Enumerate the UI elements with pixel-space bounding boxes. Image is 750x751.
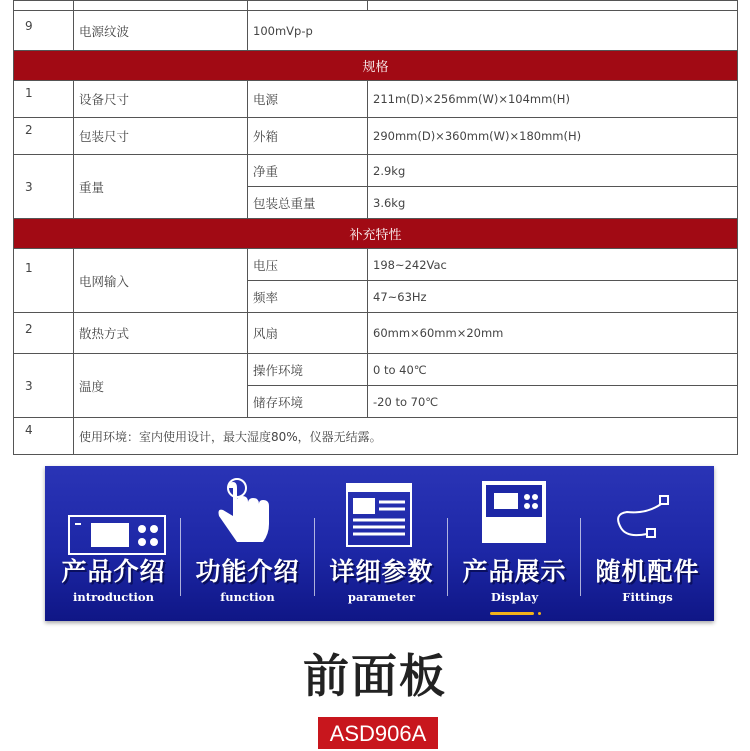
device-icon bbox=[47, 476, 180, 556]
table-row bbox=[14, 81, 738, 118]
nav-item-function[interactable] bbox=[181, 466, 314, 621]
nav-sublabel: parameter bbox=[347, 590, 416, 604]
row-number: 1 bbox=[14, 249, 74, 313]
section-title: 规格 bbox=[14, 51, 738, 81]
row-value: 2.9kg bbox=[368, 155, 738, 187]
nav-sublabel: function bbox=[220, 590, 275, 604]
row-value: 60mm×60mm×20mm bbox=[368, 313, 738, 354]
hand-pointer-icon bbox=[181, 476, 314, 556]
table-row bbox=[14, 118, 738, 155]
spec-table bbox=[13, 0, 738, 455]
row-full-text: 使用环境：室内使用设计，最大湿度80%，仪器无结露。 bbox=[74, 418, 738, 455]
row-number: 1 bbox=[14, 81, 74, 118]
table-row bbox=[14, 11, 738, 51]
table-row bbox=[14, 155, 738, 187]
nav-item-display[interactable] bbox=[448, 466, 581, 621]
row-value: 211m(D)×256mm(W)×104mm(H) bbox=[368, 81, 738, 118]
monitor-icon bbox=[448, 476, 581, 556]
row-sub: 电源 bbox=[248, 81, 368, 118]
row-sub: 频率 bbox=[248, 281, 368, 313]
nav-sublabel: introduction bbox=[73, 590, 154, 604]
nav-item-parameter[interactable] bbox=[315, 466, 448, 621]
row-value: 0 to 40℃ bbox=[368, 354, 738, 386]
section-header-extra bbox=[14, 219, 738, 249]
row-number: 2 bbox=[14, 313, 74, 354]
cable-icon bbox=[581, 476, 714, 556]
row-name: 散热方式 bbox=[74, 313, 248, 354]
nav-item-introduction[interactable] bbox=[47, 466, 180, 621]
row-sub: 风扇 bbox=[248, 313, 368, 354]
active-indicator bbox=[490, 612, 534, 615]
row-name: 电源纹波 bbox=[74, 11, 248, 51]
nav-sublabel: Fittings bbox=[622, 590, 673, 604]
row-value: 198~242Vac bbox=[368, 249, 738, 281]
nav-label: 功能介绍 bbox=[195, 557, 300, 586]
nav-label: 详细参数 bbox=[329, 557, 434, 586]
page-title: 前面板 bbox=[303, 649, 447, 703]
row-sub: 净重 bbox=[248, 155, 368, 187]
row-value: 47~63Hz bbox=[368, 281, 738, 313]
row-number: 2 bbox=[14, 118, 74, 155]
table-row bbox=[14, 418, 738, 455]
row-value: 3.6kg bbox=[368, 187, 738, 219]
section-title: 补充特性 bbox=[14, 219, 738, 249]
active-indicator-dot bbox=[538, 612, 541, 615]
row-name: 包装尺寸 bbox=[74, 118, 248, 155]
nav-banner bbox=[45, 466, 714, 621]
row-name: 电网输入 bbox=[74, 249, 248, 313]
row-sub: 包装总重量 bbox=[248, 187, 368, 219]
document-icon bbox=[315, 476, 448, 556]
table-row-partial bbox=[14, 1, 738, 11]
table-row bbox=[14, 354, 738, 386]
nav-label: 产品展示 bbox=[462, 557, 567, 586]
row-name: 重量 bbox=[74, 155, 248, 219]
model-badge: ASD906A bbox=[318, 717, 438, 749]
row-number: 4 bbox=[14, 418, 74, 455]
row-value: 100mVp-p bbox=[248, 11, 738, 51]
row-value: 290mm(D)×360mm(W)×180mm(H) bbox=[368, 118, 738, 155]
row-sub: 操作环境 bbox=[248, 354, 368, 386]
row-sub: 储存环境 bbox=[248, 386, 368, 418]
row-name: 设备尺寸 bbox=[74, 81, 248, 118]
table-row bbox=[14, 313, 738, 354]
nav-item-fittings[interactable] bbox=[581, 466, 714, 621]
nav-sublabel: Display bbox=[490, 590, 539, 604]
row-name: 温度 bbox=[74, 354, 248, 418]
row-value: -20 to 70℃ bbox=[368, 386, 738, 418]
section-header-spec bbox=[14, 51, 738, 81]
row-number: 3 bbox=[14, 354, 74, 418]
row-number: 9 bbox=[14, 11, 74, 51]
row-sub: 电压 bbox=[248, 249, 368, 281]
row-sub: 外箱 bbox=[248, 118, 368, 155]
table-row bbox=[14, 249, 738, 281]
row-number: 3 bbox=[14, 155, 74, 219]
nav-label: 产品介绍 bbox=[61, 557, 166, 586]
nav-label: 随机配件 bbox=[595, 557, 700, 586]
